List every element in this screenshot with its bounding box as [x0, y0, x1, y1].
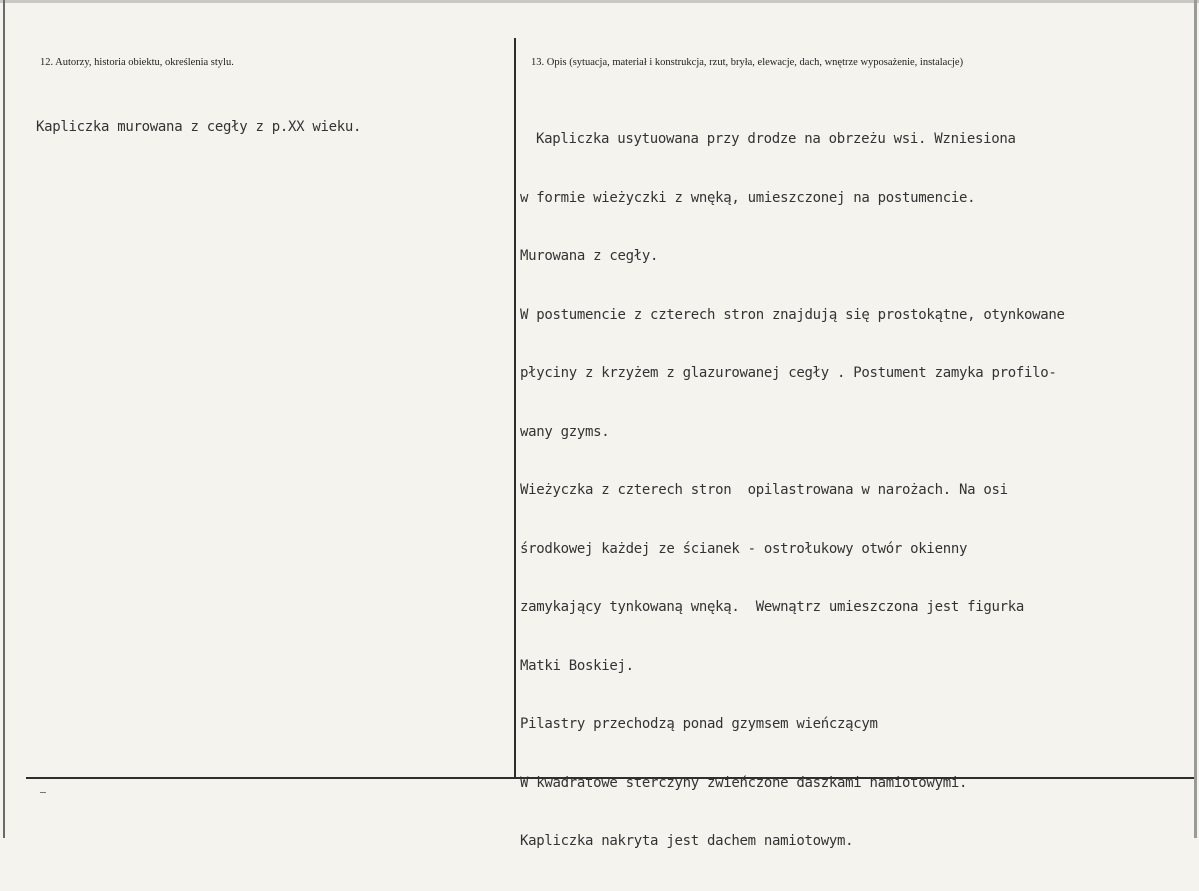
description-line: zamykający tynkowaną wnęką. Wewnątrz umieszczona jest figurka [520, 599, 1024, 615]
description-line: Kapliczka usytuowana przy drodze na obrzeżu wsi. Wzniesiona [536, 131, 1016, 147]
description-line: w formie wieżyczki z wnęką, umieszczonej na postumencie. [520, 189, 976, 206]
section-13-heading: 13. Opis (sytuacja, materiał i konstrukcja, rzut, bryła, elewacje, dach, wnętrze wyposażenie, instalacje) [531, 57, 964, 68]
card-right-edge [1194, 0, 1197, 838]
section-12-text: Kapliczka murowana z cegły z p.XX wieku. [36, 119, 362, 135]
card-top-edge [0, 0, 1199, 3]
section-13-description [520, 91, 1065, 891]
description-line: W kwadratowe sterczyny zwieńczone daszkami namiotowymi. [520, 774, 968, 791]
column-divider [514, 38, 516, 778]
margin-mark [40, 792, 46, 793]
card-left-edge [3, 0, 5, 838]
description-line: Kapliczka nakryta jest dachem namiotowym. [520, 833, 854, 849]
description-line: Matki Boskiej. [520, 657, 634, 674]
description-line: Pilastry przechodzą ponad gzymsem wieńczącym [520, 716, 878, 732]
description-line: wany gzyms. [520, 423, 610, 440]
description-line: Wieżyczka z czterech stron opilastrowana w narożach. Na osi [520, 482, 1008, 498]
description-line: Murowana z cegły. [520, 248, 659, 264]
description-line: W postumencie z czterech stron znajdują się prostokątne, otynkowane [520, 306, 1065, 323]
description-line: środkowej każdej ze ścianek - ostrołukowy otwór okienny [520, 540, 968, 557]
section-12-heading: 12. Autorzy, historia obiektu, określenia stylu. [40, 57, 234, 68]
description-line: płyciny z krzyżem z glazurowanej cegły . Postument zamyka profilo- [520, 365, 1057, 381]
